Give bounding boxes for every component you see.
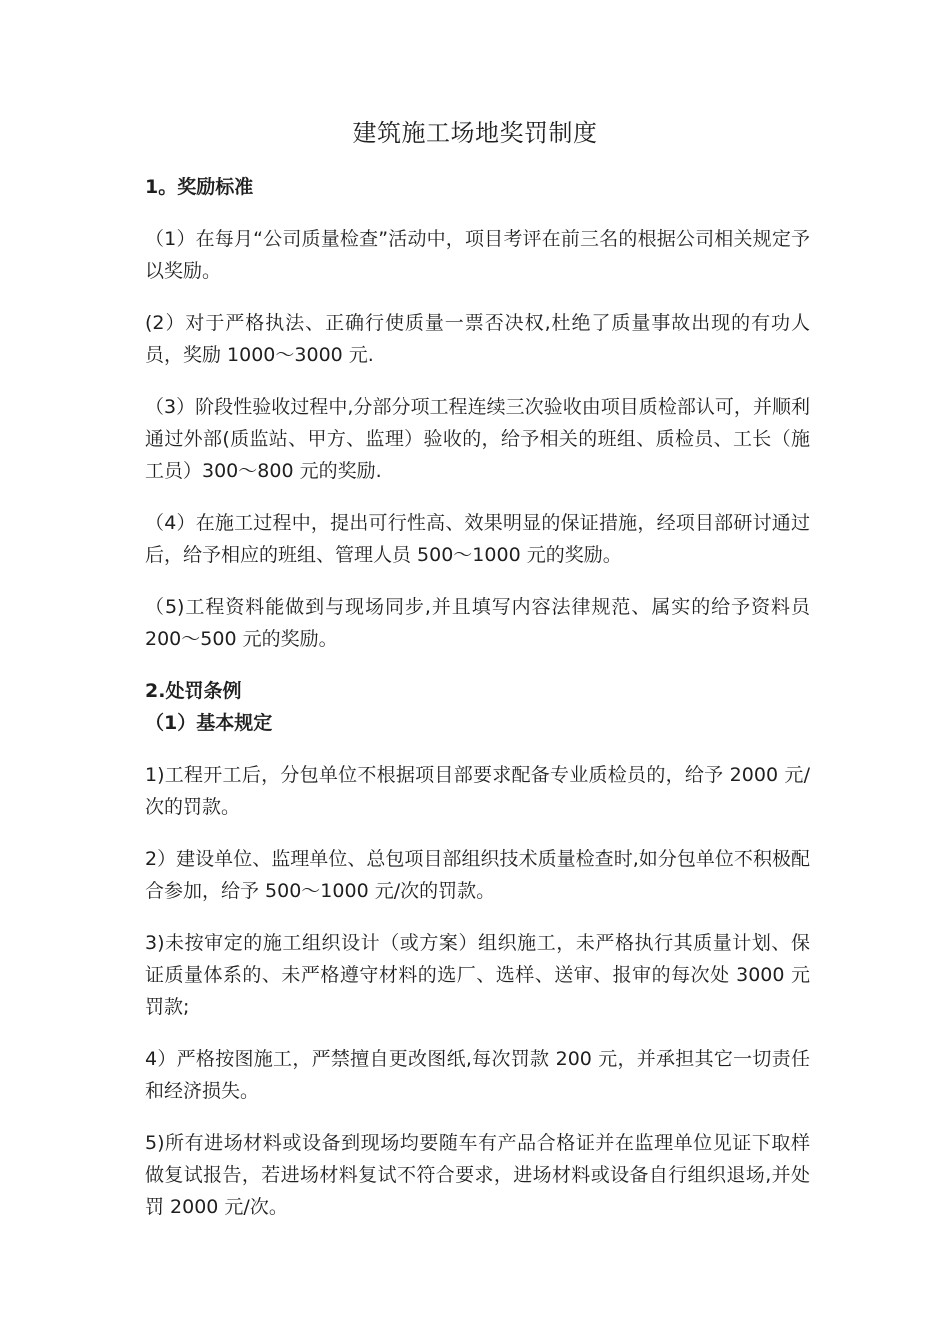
section-heading-rewards: 1。奖励标准 — [145, 176, 254, 198]
section-heading-penalties: 2.处罚条例 — [145, 680, 242, 702]
reward-item-2: (2）对于严格执法、正确行使质量一票否决权,杜绝了质量事故出现的有功人员，奖励 1000～3000 元. — [145, 312, 810, 366]
reward-item-4: （4）在施工过程中，提出可行性高、效果明显的保证措施，经项目部研讨通过后，给予相应的班组、管理人员 500～1000 元的奖励。 — [145, 512, 810, 566]
reward-item-3: （3）阶段性验收过程中,分部分项工程连续三次验收由项目质检部认可，并顺利通过外部(质监站、甲方、监理）验收的，给予相关的班组、质检员、工长（施工员）300～800 元的奖励. — [145, 396, 810, 482]
penalty-item-3: 3)未按审定的施工组织设计（或方案）组织施工，未严格执行其质量计划、保证质量体系的、未严格遵守材料的选厂、选样、送审、报审的每次处 3000 元罚款; — [145, 932, 810, 1018]
reward-item-5: （5)工程资料能做到与现场同步,并且填写内容法律规范、属实的给予资料员 200～500 元的奖励。 — [145, 596, 810, 650]
penalty-item-1: 1)工程开工后，分包单位不根据项目部要求配备专业质检员的，给予 2000 元/次的罚款。 — [145, 764, 810, 818]
penalty-item-4: 4）严格按图施工，严禁擅自更改图纸,每次罚款 200 元，并承担其它一切责任和经济损失。 — [145, 1048, 810, 1102]
penalty-item-2: 2）建设单位、监理单位、总包项目部组织技术质量检查时,如分包单位不积极配合参加，给予 500～1000 元/次的罚款。 — [145, 848, 810, 902]
penalty-item-5: 5)所有进场材料或设备到现场均要随车有产品合格证并在监理单位见证下取样做复试报告，若进场材料复试不符合要求，进场材料或设备自行组织退场,并处罚 2000 元/次。 — [145, 1132, 810, 1218]
subsection-heading-basic-rules: （1）基本规定 — [145, 712, 273, 734]
document-title: 建筑施工场地奖罚制度 — [352, 119, 598, 147]
document-body — [145, 171, 810, 1223]
reward-item-1: （1）在每月“公司质量检查”活动中，项目考评在前三名的根据公司相关规定予以奖励。 — [145, 228, 810, 282]
